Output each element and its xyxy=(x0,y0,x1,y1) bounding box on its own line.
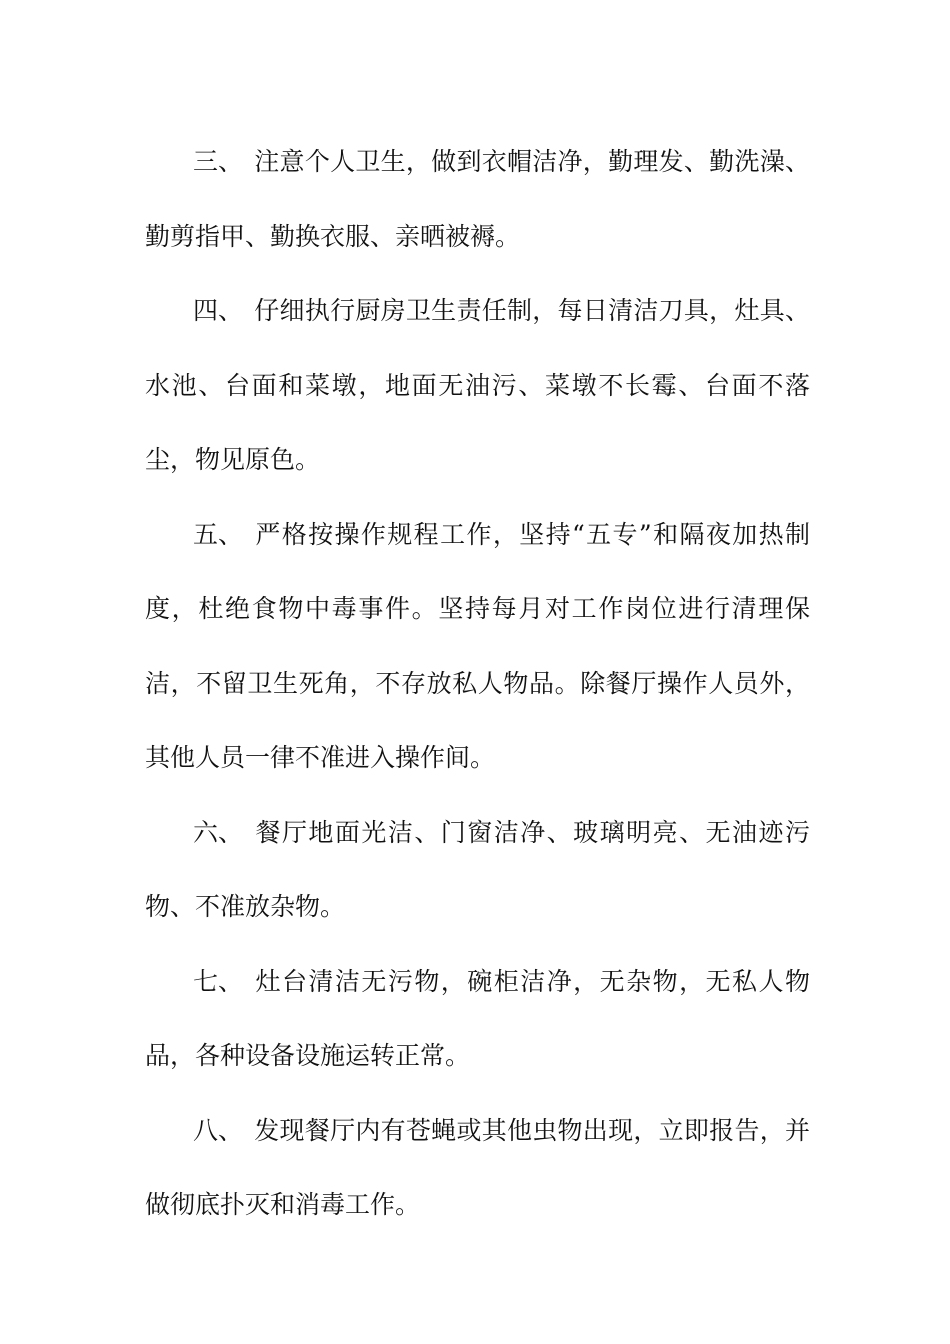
paragraph-6 xyxy=(145,796,810,945)
paragraph-number: 八、 xyxy=(193,1115,244,1145)
document-body xyxy=(145,125,810,1243)
paragraph-5 xyxy=(145,498,810,796)
paragraph-text: 严格按操作规程工作，坚持“五专”和隔夜加热制度，杜绝食物中毒事件。坚持每月对工作岗位进行清理保洁，不留卫生死角，不存放私人物品。除餐厅操作人员外，其他人员一律不准进入操作间。 xyxy=(145,519,810,772)
paragraph-7 xyxy=(145,945,810,1094)
paragraph-number: 七、 xyxy=(193,966,244,996)
paragraph-text: 发现餐厅内有苍蝇或其他虫物出现，立即报告，并做彻底扑灭和消毒工作。 xyxy=(145,1115,810,1219)
paragraph-text: 灶台清洁无污物，碗柜洁净，无杂物，无私人物品，各种设备设施运转正常。 xyxy=(145,966,810,1070)
paragraph-number: 三、 xyxy=(193,147,244,176)
paragraph-text: 仔细执行厨房卫生责任制，每日清洁刀具，灶具、水池、台面和菜墩，地面无油污、菜墩不长霉、台面不落尘，物见原色。 xyxy=(145,296,810,474)
paragraph-text: 餐厅地面光洁、门窗洁净、玻璃明亮、无油迹污物、不准放杂物。 xyxy=(145,817,810,921)
paragraph-number: 五、 xyxy=(193,519,244,549)
paragraph-8 xyxy=(145,1094,810,1243)
paragraph-number: 四、 xyxy=(193,296,244,325)
paragraph-4 xyxy=(145,274,810,498)
paragraph-number: 六、 xyxy=(193,817,244,847)
paragraph-text: 注意个人卫生，做到衣帽洁净，勤理发、勤洗澡、勤剪指甲、勤换衣服、亲晒被褥。 xyxy=(145,147,810,251)
paragraph-3 xyxy=(145,125,810,274)
